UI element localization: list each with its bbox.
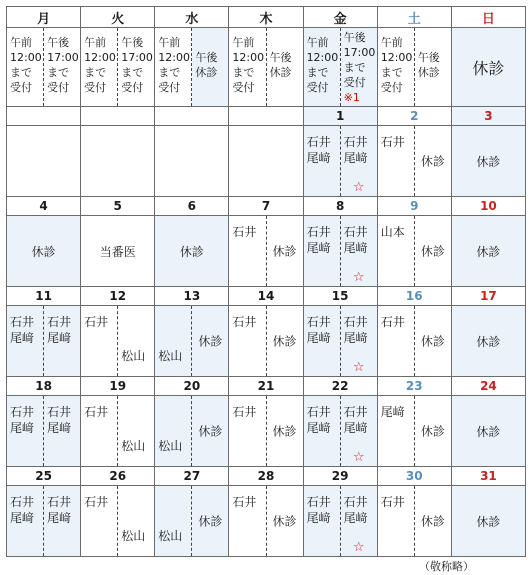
date-mon: 4 xyxy=(7,197,81,216)
date-row xyxy=(7,467,526,486)
date-wed: 13 xyxy=(155,287,229,306)
cell-wed xyxy=(155,126,229,197)
cell-sat xyxy=(377,306,451,377)
cell-thu-pm: 休診 xyxy=(272,244,297,259)
weekday-sat: 土 xyxy=(377,7,451,28)
cell-thu-am: 石井 xyxy=(232,315,257,329)
schedule-row xyxy=(7,486,526,557)
schedule-row xyxy=(7,396,526,467)
date-tue: 12 xyxy=(81,287,155,306)
cell-sat xyxy=(377,396,451,467)
cell-fri-pm: 石井 尾﨑 xyxy=(343,405,368,435)
cell-thu-am: 石井 xyxy=(232,495,257,509)
cell-wed-pm: 休診 xyxy=(198,514,223,529)
cell-sun-text: 休診 xyxy=(476,154,501,169)
cell-thu xyxy=(229,216,303,287)
cell-sat-am: 山本 xyxy=(380,225,405,239)
cell-sat-pm: 休診 xyxy=(420,424,445,439)
cell-fri-pm: 石井 尾﨑 xyxy=(343,315,368,345)
cell-tue xyxy=(81,126,155,197)
weekday-tue: 火 xyxy=(81,7,155,28)
hours-tue xyxy=(81,28,155,107)
cell-sat xyxy=(377,486,451,557)
date-mon: 25 xyxy=(7,467,81,486)
cell-thu-pm: 休診 xyxy=(272,424,297,439)
cell-sun xyxy=(451,486,525,557)
cell-tue-pm: 松山 xyxy=(121,439,146,453)
cell-mon xyxy=(7,396,81,467)
date-wed: 20 xyxy=(155,377,229,396)
cell-mon-text: 休診 xyxy=(31,244,56,259)
cell-sun xyxy=(451,216,525,287)
hours-thu-am: 午前 12:00 まで 受付 xyxy=(232,36,265,94)
date-row xyxy=(7,197,526,216)
date-fri: 8 xyxy=(303,197,377,216)
cell-wed xyxy=(155,396,229,467)
cell-tue xyxy=(81,216,155,287)
cell-fri-am: 石井 尾﨑 xyxy=(306,315,331,345)
star-icon: ☆ xyxy=(352,540,365,555)
weekday-mon: 月 xyxy=(7,7,81,28)
date-wed xyxy=(155,107,229,126)
date-fri: 15 xyxy=(303,287,377,306)
cell-fri-pm: 石井 尾﨑 xyxy=(343,135,368,165)
cell-sat-pm: 休診 xyxy=(420,244,445,259)
hours-thu xyxy=(229,28,303,107)
date-tue: 5 xyxy=(81,197,155,216)
schedule-row xyxy=(7,306,526,377)
cell-wed xyxy=(155,486,229,557)
hours-thu-pm: 午後 休診 xyxy=(269,51,292,79)
cell-thu xyxy=(229,486,303,557)
hours-mon xyxy=(7,28,81,107)
weekday-wed: 水 xyxy=(155,7,229,28)
cell-tue xyxy=(81,486,155,557)
date-thu: 28 xyxy=(229,467,303,486)
date-sat: 9 xyxy=(377,197,451,216)
hours-fri-note: ※1 xyxy=(343,91,360,104)
cell-sat-am: 尾﨑 xyxy=(380,405,405,419)
date-row xyxy=(7,377,526,396)
cell-tue xyxy=(81,306,155,377)
hours-sat-am: 午前 12:00 まで 受付 xyxy=(380,36,413,94)
cell-sun-text: 休診 xyxy=(476,244,501,259)
date-fri: 22 xyxy=(303,377,377,396)
date-tue: 19 xyxy=(81,377,155,396)
cell-fri-am: 石井 尾﨑 xyxy=(306,495,331,525)
date-fri: 29 xyxy=(303,467,377,486)
date-row xyxy=(7,287,526,306)
cell-sat xyxy=(377,126,451,197)
cell-sun-text: 休診 xyxy=(476,514,501,529)
star-icon: ☆ xyxy=(352,450,365,465)
cell-mon xyxy=(7,486,81,557)
date-thu: 14 xyxy=(229,287,303,306)
cell-tue-am: 石井 xyxy=(84,495,109,509)
date-sun: 24 xyxy=(451,377,525,396)
cell-wed-am: 松山 xyxy=(158,529,183,543)
date-thu: 7 xyxy=(229,197,303,216)
cell-sun-text: 休診 xyxy=(476,334,501,349)
cell-fri xyxy=(303,396,377,467)
cell-wed-am: 松山 xyxy=(158,349,183,363)
schedule-row xyxy=(7,126,526,197)
footnote: （敬称略） xyxy=(419,560,474,573)
date-wed: 27 xyxy=(155,467,229,486)
cell-mon-pm: 石井 尾﨑 xyxy=(47,315,72,345)
hours-wed-am: 午前 12:00 まで 受付 xyxy=(158,36,190,94)
cell-thu xyxy=(229,126,303,197)
cell-mon-am: 石井 尾﨑 xyxy=(10,495,35,525)
cell-sat-am: 石井 xyxy=(380,135,405,149)
cell-wed xyxy=(155,216,229,287)
cell-thu xyxy=(229,396,303,467)
date-row xyxy=(7,107,526,126)
date-thu: 21 xyxy=(229,377,303,396)
cell-sat-am: 石井 xyxy=(380,315,405,329)
cell-tue-am: 石井 xyxy=(84,315,109,329)
cell-fri-pm: 石井 尾﨑 xyxy=(343,495,368,525)
hours-wed-pm: 午後 休診 xyxy=(195,51,218,79)
cell-fri-am: 石井 尾﨑 xyxy=(306,135,331,165)
cell-mon-pm: 石井 尾﨑 xyxy=(47,405,72,435)
cell-fri-am: 石井 尾﨑 xyxy=(306,405,331,435)
cell-tue-text: 当番医 xyxy=(99,244,136,259)
weekday-thu: 木 xyxy=(229,7,303,28)
cell-sat-pm: 休診 xyxy=(420,334,445,349)
cell-sat xyxy=(377,216,451,287)
hours-wed xyxy=(155,28,229,107)
cell-thu xyxy=(229,306,303,377)
cell-thu-pm: 休診 xyxy=(272,514,297,529)
cell-mon xyxy=(7,306,81,377)
date-sun: 31 xyxy=(451,467,525,486)
date-sun: 3 xyxy=(451,107,525,126)
hours-fri-pm: 午後 17:00 まで 受付 ※1 xyxy=(343,31,376,104)
cell-fri-am: 石井 尾﨑 xyxy=(306,225,331,255)
cell-thu-pm: 休診 xyxy=(272,334,297,349)
date-tue: 26 xyxy=(81,467,155,486)
cell-sat-am: 石井 xyxy=(380,495,405,509)
cell-wed-pm: 休診 xyxy=(198,424,223,439)
date-sat: 30 xyxy=(377,467,451,486)
cell-fri xyxy=(303,306,377,377)
star-icon: ☆ xyxy=(352,270,365,285)
date-sun: 17 xyxy=(451,287,525,306)
cell-sat-pm: 休診 xyxy=(420,154,445,169)
cell-mon-am: 石井 尾﨑 xyxy=(10,405,35,435)
star-icon: ☆ xyxy=(352,180,365,195)
cell-mon-pm: 石井 尾﨑 xyxy=(47,495,72,525)
hours-sun-text: 休診 xyxy=(472,58,505,78)
cell-fri-pm: 石井 尾﨑 xyxy=(343,225,368,255)
date-sat: 16 xyxy=(377,287,451,306)
cell-fri xyxy=(303,216,377,287)
cell-mon xyxy=(7,216,81,287)
weekday-sun: 日 xyxy=(451,7,525,28)
schedule-row xyxy=(7,216,526,287)
cell-tue-am: 石井 xyxy=(84,405,109,419)
hours-mon-am: 午前 12:00 まで 受付 xyxy=(10,36,42,94)
date-fri: 1 xyxy=(303,107,377,126)
date-mon xyxy=(7,107,81,126)
cell-wed xyxy=(155,306,229,377)
date-tue xyxy=(81,107,155,126)
hours-fri-am: 午前 12:00 まで 受付 xyxy=(306,36,339,94)
hours-sat-pm: 午後 休診 xyxy=(417,51,440,79)
date-mon: 11 xyxy=(7,287,81,306)
hours-tue-am: 午前 12:00 まで 受付 xyxy=(84,36,116,94)
star-icon: ☆ xyxy=(352,360,365,375)
date-thu xyxy=(229,107,303,126)
hours-mon-pm: 午後 17:00 まで 受付 xyxy=(47,36,79,94)
hours-fri xyxy=(303,28,377,107)
date-sun: 10 xyxy=(451,197,525,216)
hours-sat xyxy=(377,28,451,107)
cell-thu-am: 石井 xyxy=(232,225,257,239)
date-wed: 6 xyxy=(155,197,229,216)
date-sat: 2 xyxy=(377,107,451,126)
cell-sun xyxy=(451,126,525,197)
date-sat: 23 xyxy=(377,377,451,396)
cell-fri xyxy=(303,486,377,557)
cell-fri xyxy=(303,126,377,197)
cell-tue xyxy=(81,396,155,467)
cell-wed-am: 松山 xyxy=(158,439,183,453)
cell-mon-am: 石井 尾﨑 xyxy=(10,315,35,345)
cell-wed-pm: 休診 xyxy=(198,334,223,349)
cell-sat-pm: 休診 xyxy=(420,514,445,529)
cell-mon xyxy=(7,126,81,197)
cell-wed-text: 休診 xyxy=(179,244,204,259)
schedule-calendar xyxy=(6,6,526,557)
cell-tue-pm: 松山 xyxy=(121,529,146,543)
date-mon: 18 xyxy=(7,377,81,396)
weekday-fri: 金 xyxy=(303,7,377,28)
cell-tue-pm: 松山 xyxy=(121,349,146,363)
hours-tue-pm: 午後 17:00 まで 受付 xyxy=(121,36,153,94)
cell-sun-text: 休診 xyxy=(476,424,501,439)
cell-sun xyxy=(451,306,525,377)
cell-thu-am: 石井 xyxy=(232,405,257,419)
cell-sun xyxy=(451,396,525,467)
hours-sun xyxy=(451,28,525,107)
